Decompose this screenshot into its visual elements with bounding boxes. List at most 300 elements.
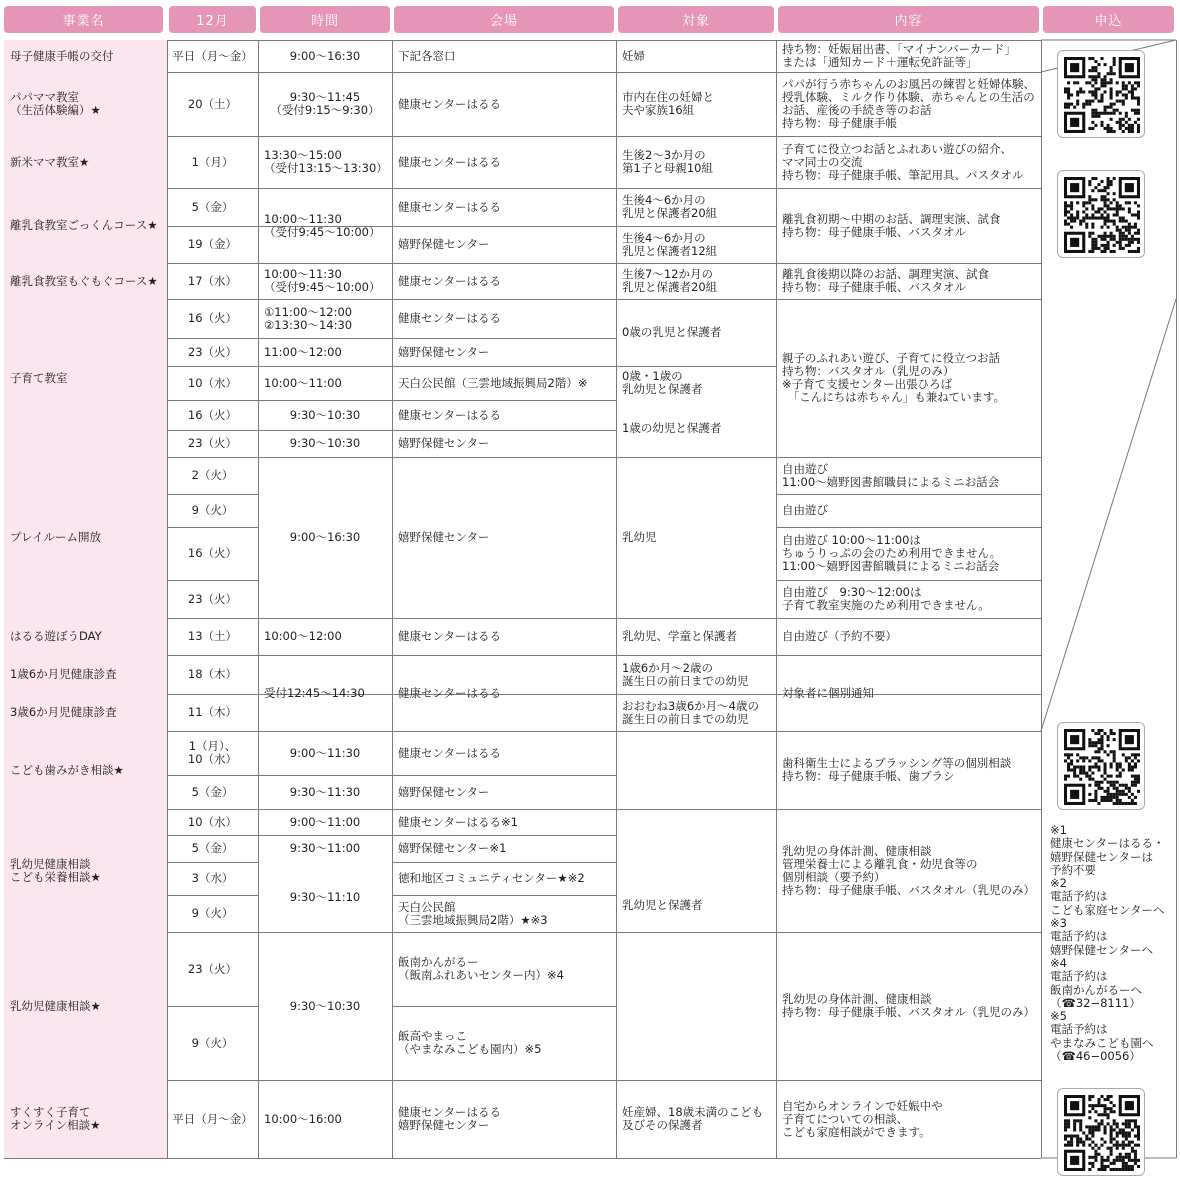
qr-module <box>1110 1101 1113 1104</box>
qr-module <box>1104 1168 1107 1171</box>
qr-module <box>1104 250 1107 253</box>
qr-module <box>1107 217 1110 220</box>
qr-module <box>1091 177 1094 180</box>
qr-module <box>1122 130 1125 133</box>
qr-module <box>1094 69 1097 72</box>
qr-module <box>1091 741 1094 744</box>
qr-module <box>1100 100 1103 103</box>
qr-module <box>1107 738 1110 741</box>
qr-module <box>1104 75 1107 78</box>
qr-module <box>1113 109 1116 112</box>
qr-module <box>1079 1128 1082 1131</box>
qr-module <box>1067 775 1070 778</box>
qr-module <box>1107 220 1110 223</box>
qr-module <box>1113 1144 1116 1147</box>
qr-module <box>1107 112 1110 115</box>
qr-module <box>1067 1119 1070 1122</box>
qr-module <box>1122 235 1125 238</box>
qr-module <box>1104 127 1107 130</box>
qr-module <box>1119 204 1122 207</box>
qr-module <box>1082 201 1085 204</box>
qr-module <box>1113 60 1116 63</box>
qr-module <box>1113 1138 1116 1141</box>
qr-module <box>1079 756 1082 759</box>
qr-module <box>1107 81 1110 84</box>
qr-module <box>1085 775 1088 778</box>
qr-module <box>1116 201 1119 204</box>
qr-module <box>1067 90 1070 93</box>
qr-module <box>1128 1156 1131 1159</box>
qr-finder-pattern <box>1070 183 1079 192</box>
qr-module <box>1110 750 1113 753</box>
qr-module <box>1100 796 1103 799</box>
qr-module <box>1125 97 1128 100</box>
qr-module <box>1131 759 1134 762</box>
qr-module <box>1116 213 1119 216</box>
qr-module <box>1119 207 1122 210</box>
qr-module <box>1107 1147 1110 1150</box>
event-name-cell: パパママ教室 （生活体験編）★ <box>10 90 101 117</box>
qr-module <box>1134 1159 1137 1162</box>
qr-module <box>1131 1147 1134 1150</box>
qr-module <box>1122 1135 1125 1138</box>
qr-module <box>1070 753 1073 756</box>
qr-module <box>1116 121 1119 124</box>
qr-finder-pattern <box>1070 790 1079 799</box>
qr-module <box>1064 207 1067 210</box>
qr-module <box>1131 109 1134 112</box>
qr-module <box>1110 106 1113 109</box>
qr-module <box>1122 1156 1125 1159</box>
qr-module <box>1070 201 1073 204</box>
target-cell: 0歳の乳児と保護者 <box>622 325 722 339</box>
qr-module <box>1134 796 1137 799</box>
qr-module <box>1091 75 1094 78</box>
qr-module <box>1119 1128 1122 1131</box>
qr-module <box>1113 1162 1116 1165</box>
qr-module <box>1113 802 1116 805</box>
qr-module <box>1088 100 1091 103</box>
grid-line <box>1041 299 1176 731</box>
qr-module <box>1116 1144 1119 1147</box>
qr-module <box>1131 226 1134 229</box>
qr-module <box>1097 1101 1100 1104</box>
qr-module <box>1128 232 1131 235</box>
qr-module <box>1122 124 1125 127</box>
qr-module <box>1107 198 1110 201</box>
qr-module <box>1100 57 1103 60</box>
qr-module <box>1125 1131 1128 1134</box>
qr-module <box>1113 787 1116 790</box>
qr-module <box>1131 1168 1134 1171</box>
qr-module <box>1104 1113 1107 1116</box>
qr-module <box>1100 781 1103 784</box>
qr-module <box>1110 130 1113 133</box>
qr-module <box>1088 1128 1091 1131</box>
qr-module <box>1125 220 1128 223</box>
qr-module <box>1091 1107 1094 1110</box>
qr-module <box>1113 177 1116 180</box>
qr-module <box>1091 127 1094 130</box>
qr-module <box>1137 217 1140 220</box>
qr-module <box>1088 799 1091 802</box>
qr-module <box>1091 241 1094 244</box>
qr-module <box>1116 796 1119 799</box>
qr-module <box>1107 753 1110 756</box>
qr-module <box>1128 229 1131 232</box>
event-name-cell: 3歳6か月児健康診査 <box>10 705 117 719</box>
qr-module <box>1073 1128 1076 1131</box>
qr-module <box>1094 66 1097 69</box>
qr-module <box>1137 250 1140 253</box>
qr-module <box>1067 1144 1070 1147</box>
content-cell: 離乳食初期～中期のお話、調理実演、試食 持ち物：母子健康手帳、バスタオル <box>782 211 1001 239</box>
qr-module <box>1091 217 1094 220</box>
qr-module <box>1107 186 1110 189</box>
qr-module <box>1091 223 1094 226</box>
qr-module <box>1131 235 1134 238</box>
time-cell: 9:00～16:30 <box>289 530 361 544</box>
qr-finder-pattern <box>1070 1101 1079 1110</box>
venue-cell: 嬉野保健センター <box>398 436 490 450</box>
qr-module <box>1082 103 1085 106</box>
qr-module <box>1107 241 1110 244</box>
date-cell: 3（水） <box>191 871 234 885</box>
qr-module <box>1076 1138 1079 1141</box>
qr-module <box>1122 93 1125 96</box>
qr-module <box>1088 217 1091 220</box>
qr-module <box>1113 220 1116 223</box>
qr-module <box>1100 213 1103 216</box>
qr-module <box>1064 1128 1067 1131</box>
qr-module <box>1125 87 1128 90</box>
venue-cell: 徳和地区コミュニティセンター★※2 <box>398 871 585 885</box>
qr-finder-pattern <box>1070 63 1079 72</box>
qr-module <box>1125 93 1128 96</box>
qr-module <box>1076 753 1079 756</box>
qr-module <box>1107 177 1110 180</box>
qr-module <box>1070 213 1073 216</box>
qr-module <box>1110 1153 1113 1156</box>
qr-module <box>1128 756 1131 759</box>
qr-module <box>1107 130 1110 133</box>
qr-module <box>1100 217 1103 220</box>
qr-module <box>1137 127 1140 130</box>
qr-code-consultation[interactable] <box>1057 722 1145 810</box>
qr-module <box>1122 1122 1125 1125</box>
qr-module <box>1088 103 1091 106</box>
qr-module <box>1067 87 1070 90</box>
qr-module <box>1107 204 1110 207</box>
qr-module <box>1134 784 1137 787</box>
qr-module <box>1137 759 1140 762</box>
qr-finder-pattern <box>1070 238 1079 247</box>
qr-module <box>1067 765 1070 768</box>
qr-module <box>1107 180 1110 183</box>
qr-module <box>1082 106 1085 109</box>
date-cell: 1（月）、 10（水） <box>187 739 238 766</box>
qr-module <box>1125 238 1128 241</box>
qr-module <box>1107 1165 1110 1168</box>
qr-module <box>1097 769 1100 772</box>
qr-module <box>1125 226 1128 229</box>
date-cell: 10（水） <box>187 375 238 390</box>
qr-module <box>1113 1168 1116 1171</box>
qr-module <box>1091 1125 1094 1128</box>
qr-module <box>1125 1119 1128 1122</box>
qr-module <box>1110 765 1113 768</box>
qr-module <box>1088 1168 1091 1171</box>
qr-module <box>1076 93 1079 96</box>
qr-module <box>1110 799 1113 802</box>
qr-module <box>1134 1119 1137 1122</box>
qr-module <box>1094 799 1097 802</box>
qr-module <box>1116 775 1119 778</box>
qr-module <box>1134 781 1137 784</box>
qr-module <box>1104 235 1107 238</box>
qr-module <box>1070 1138 1073 1141</box>
content-cell: 自由遊び 10:00～11:00は ちゅうりっぷの会のため利用できません。 11:00～嬉野図書館職員によるミニお話会 <box>782 533 1002 573</box>
qr-module <box>1134 753 1137 756</box>
date-cell: 23（火） <box>187 961 238 976</box>
qr-module <box>1091 238 1094 241</box>
qr-module <box>1097 210 1100 213</box>
qr-module <box>1079 765 1082 768</box>
qr-module <box>1076 759 1079 762</box>
qr-code-icon <box>1064 177 1140 253</box>
qr-module <box>1088 1144 1091 1147</box>
qr-module <box>1070 759 1073 762</box>
qr-module <box>1137 204 1140 207</box>
qr-module <box>1137 97 1140 100</box>
qr-module <box>1064 210 1067 213</box>
qr-module <box>1097 1113 1100 1116</box>
time-cell: 10:00～11:30 （受付9:45～10:00） <box>264 267 381 294</box>
qr-module <box>1091 115 1094 118</box>
qr-module <box>1091 1147 1094 1150</box>
qr-module <box>1097 741 1100 744</box>
qr-code-papamama[interactable] <box>1057 50 1145 138</box>
qr-module <box>1070 207 1073 210</box>
qr-module <box>1067 106 1070 109</box>
qr-module <box>1088 183 1091 186</box>
content-cell: 乳幼児の身体計測、健康相談 管理栄養士による離乳食・幼児食等の 個別相談（要予約） 持ち物：母子健康手帳、バスタオル（乳児のみ） <box>782 843 1035 897</box>
qr-module <box>1100 207 1103 210</box>
qr-module <box>1082 765 1085 768</box>
qr-module <box>1076 210 1079 213</box>
date-cell: 13（土） <box>187 629 238 643</box>
qr-finder-pattern <box>1070 118 1079 127</box>
qr-module <box>1094 750 1097 753</box>
qr-module <box>1137 247 1140 250</box>
qr-module <box>1116 787 1119 790</box>
qr-module <box>1110 87 1113 90</box>
qr-module <box>1134 802 1137 805</box>
qr-module <box>1104 220 1107 223</box>
qr-module <box>1100 735 1103 738</box>
qr-module <box>1119 765 1122 768</box>
date-cell: 16（火） <box>187 311 238 325</box>
qr-module <box>1110 1138 1113 1141</box>
qr-module <box>1110 250 1113 253</box>
qr-module <box>1064 1122 1067 1125</box>
qr-module <box>1088 1116 1091 1119</box>
qr-module <box>1091 204 1094 207</box>
qr-module <box>1100 775 1103 778</box>
qr-module <box>1110 232 1113 235</box>
qr-module <box>1082 759 1085 762</box>
qr-module <box>1088 778 1091 781</box>
qr-module <box>1128 769 1131 772</box>
target-cell: 乳幼児 <box>622 530 657 544</box>
qr-module <box>1107 192 1110 195</box>
qr-module <box>1064 1119 1067 1122</box>
qr-module <box>1073 81 1076 84</box>
content-cell: 子育てに役立つお話とふれあい遊びの紹介、 ママ同士の交流 持ち物：母子健康手帳、筆記用具、バスタオル <box>782 141 1024 182</box>
qr-module <box>1131 241 1134 244</box>
qr-module <box>1119 112 1122 115</box>
qr-module <box>1125 121 1128 124</box>
qr-module <box>1137 81 1140 84</box>
date-cell: 5（金） <box>191 784 234 799</box>
qr-module <box>1125 784 1128 787</box>
qr-module <box>1088 81 1091 84</box>
qr-module <box>1122 232 1125 235</box>
qr-module <box>1110 207 1113 210</box>
qr-module <box>1122 1128 1125 1131</box>
qr-module <box>1113 112 1116 115</box>
qr-module <box>1134 112 1137 115</box>
content-cell: 自由遊び <box>782 503 828 517</box>
qr-module <box>1128 1125 1131 1128</box>
qr-code-icon <box>1064 57 1140 133</box>
qr-module <box>1100 121 1103 124</box>
qr-module <box>1094 210 1097 213</box>
qr-module <box>1094 60 1097 63</box>
qr-module <box>1110 180 1113 183</box>
qr-module <box>1097 235 1100 238</box>
qr-module <box>1076 90 1079 93</box>
qr-finder-pattern <box>1125 183 1134 192</box>
event-name-cell: 乳幼児健康相談★ <box>10 998 101 1013</box>
qr-module <box>1097 189 1100 192</box>
qr-module <box>1067 103 1070 106</box>
qr-module <box>1091 729 1094 732</box>
qr-module <box>1088 127 1091 130</box>
time-cell: 11:00～12:00 <box>264 344 342 359</box>
qr-module <box>1122 790 1125 793</box>
qr-module <box>1110 1110 1113 1113</box>
qr-module <box>1116 93 1119 96</box>
time-cell: 10:00～11:30 （受付9:45～10:00） <box>264 211 381 239</box>
qr-module <box>1100 97 1103 100</box>
target-cell: 1歳6か月～2歳の 誕生日の前日までの幼児 <box>622 660 749 688</box>
qr-module <box>1097 1147 1100 1150</box>
qr-module <box>1128 1144 1131 1147</box>
qr-module <box>1100 112 1103 115</box>
qr-code-shinmai-mama[interactable] <box>1057 170 1145 258</box>
qr-module <box>1119 247 1122 250</box>
qr-module <box>1104 1131 1107 1134</box>
qr-module <box>1131 124 1134 127</box>
qr-code-online[interactable] <box>1057 1088 1145 1176</box>
qr-module <box>1104 204 1107 207</box>
event-name-cell: 1歳6か月児健康診査 <box>10 667 117 681</box>
qr-module <box>1088 1156 1091 1159</box>
qr-module <box>1113 759 1116 762</box>
qr-module <box>1085 226 1088 229</box>
qr-module <box>1104 78 1107 81</box>
qr-code-icon <box>1064 1095 1140 1171</box>
qr-module <box>1070 93 1073 96</box>
qr-module <box>1104 186 1107 189</box>
qr-module <box>1104 247 1107 250</box>
qr-module <box>1097 1125 1100 1128</box>
qr-module <box>1119 118 1122 121</box>
qr-module <box>1085 223 1088 226</box>
qr-module <box>1094 1128 1097 1131</box>
qr-module <box>1119 790 1122 793</box>
qr-module <box>1125 235 1128 238</box>
qr-module <box>1116 229 1119 232</box>
qr-module <box>1131 802 1134 805</box>
qr-module <box>1094 1150 1097 1153</box>
venue-cell: 嬉野保健センター <box>398 237 490 251</box>
qr-module <box>1107 1095 1110 1098</box>
qr-module <box>1104 198 1107 201</box>
qr-module <box>1100 1159 1103 1162</box>
target-cell: 乳幼児、学童と保護者 <box>622 629 737 643</box>
qr-module <box>1085 100 1088 103</box>
qr-module <box>1094 115 1097 118</box>
qr-finder-pattern <box>1125 1101 1134 1110</box>
venue-cell: 健康センターはるる 嬉野保健センター <box>398 1105 502 1132</box>
qr-module <box>1125 1138 1128 1141</box>
qr-module <box>1088 1095 1091 1098</box>
qr-module <box>1094 186 1097 189</box>
target-cell: 市内在住の妊婦と 夫や家族16組 <box>622 90 714 117</box>
qr-module <box>1094 90 1097 93</box>
date-cell: 10（水） <box>187 814 238 829</box>
qr-module <box>1088 90 1091 93</box>
qr-module <box>1079 778 1082 781</box>
qr-module <box>1091 1156 1094 1159</box>
qr-module <box>1131 84 1134 87</box>
qr-module <box>1119 1144 1122 1147</box>
qr-module <box>1137 775 1140 778</box>
qr-module <box>1116 1168 1119 1171</box>
event-name-cell: 新米ママ教室★ <box>10 154 90 169</box>
qr-module <box>1125 115 1128 118</box>
qr-module <box>1082 90 1085 93</box>
venue-cell: 天白公民館（三雲地域振興局2階）※ <box>398 375 588 390</box>
qr-module <box>1091 232 1094 235</box>
qr-module <box>1107 1122 1110 1125</box>
qr-module <box>1079 1122 1082 1125</box>
qr-module <box>1134 1162 1137 1165</box>
qr-module <box>1094 198 1097 201</box>
qr-module <box>1094 112 1097 115</box>
qr-module <box>1091 198 1094 201</box>
qr-module <box>1091 226 1094 229</box>
venue-cell: 健康センターはるる <box>398 685 502 700</box>
qr-module <box>1137 130 1140 133</box>
content-cell: 離乳食後期以降のお話、調理実演、試食 持ち物：母子健康手帳、バスタオル <box>782 267 989 294</box>
qr-module <box>1107 127 1110 130</box>
qr-module <box>1128 124 1131 127</box>
qr-module <box>1107 775 1110 778</box>
qr-module <box>1076 213 1079 216</box>
